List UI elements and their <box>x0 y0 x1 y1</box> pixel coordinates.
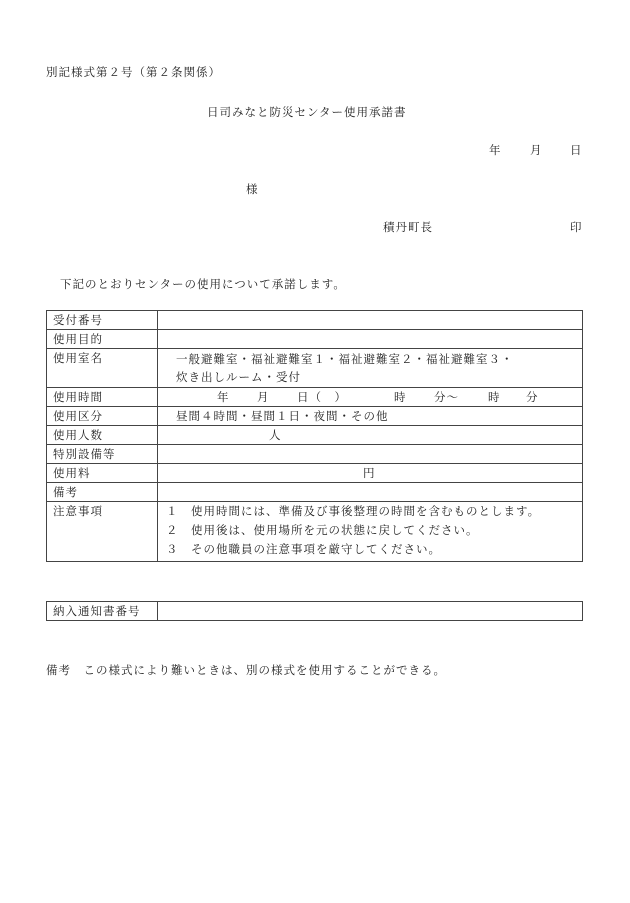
table-row <box>47 388 583 407</box>
date-month: 月 <box>530 143 543 157</box>
table-row <box>47 426 583 445</box>
table-row <box>47 483 583 502</box>
time-day: 日（ ） <box>297 390 347 404</box>
table-row <box>47 464 583 483</box>
usage-category: 昼間４時間・昼間１日・夜間・その他 <box>158 407 583 426</box>
row-label: 受付番号 <box>47 311 158 330</box>
table-row <box>47 445 583 464</box>
time-start-hour: 時 <box>394 390 407 404</box>
date-year: 年 <box>489 143 502 157</box>
row-label: 特別設備等 <box>47 445 158 464</box>
note-item: １ 使用時間には、準備及び事後整理の時間を含むものとします。 <box>166 504 541 518</box>
row-label: 注意事項 <box>47 502 158 562</box>
issuer-name: 積丹町長 <box>383 220 433 234</box>
form-number: 別記様式第２号（第２条関係） <box>46 65 221 79</box>
table-row <box>47 311 583 330</box>
attendee-count-field[interactable]: 人 <box>158 426 583 445</box>
special-equipment-field[interactable] <box>158 445 583 464</box>
row-label: 使用室名 <box>47 349 158 388</box>
document-title: 日司みなと防災センター使用承諾書 <box>207 105 407 119</box>
addressee-suffix: 様 <box>246 182 259 196</box>
room-options-line: 炊き出しルーム・受付 <box>176 370 301 384</box>
table-row <box>47 502 583 562</box>
note-item: ３ その他職員の注意事項を厳守してください。 <box>166 542 441 556</box>
usage-time-field[interactable] <box>158 388 583 407</box>
row-label: 使用目的 <box>47 330 158 349</box>
purpose-field[interactable] <box>158 330 583 349</box>
approval-table <box>46 310 583 562</box>
table-row <box>47 330 583 349</box>
notes-list <box>158 502 583 562</box>
time-end-minute: 分 <box>526 390 539 404</box>
date-day: 日 <box>570 143 583 157</box>
time-end-hour: 時 <box>488 390 501 404</box>
row-label: 使用料 <box>47 464 158 483</box>
row-label: 使用区分 <box>47 407 158 426</box>
payment-notice-number-field[interactable] <box>158 602 583 621</box>
note-item: ２ 使用後は、使用場所を元の状態に戻してください。 <box>166 523 479 537</box>
payment-notice-table <box>46 601 583 621</box>
room-options-line: 一般避難室・福祉避難室１・福祉避難室２・福祉避難室３・ <box>176 352 514 366</box>
time-start-minute: 分～ <box>434 390 459 404</box>
remark-note: 備考 この様式により難いときは、別の様式を使用することができる。 <box>46 663 446 677</box>
table-row <box>47 407 583 426</box>
remarks-field[interactable] <box>158 483 583 502</box>
seal-mark: 印 <box>570 220 583 234</box>
row-label: 備考 <box>47 483 158 502</box>
row-label: 使用人数 <box>47 426 158 445</box>
usage-fee-field[interactable]: 円 <box>158 464 583 483</box>
payment-notice-label: 納入通知書番号 <box>47 602 158 621</box>
time-year: 年 <box>217 390 230 404</box>
room-options <box>158 349 583 388</box>
table-row <box>47 602 583 621</box>
reception-number-field[interactable] <box>158 311 583 330</box>
time-month: 月 <box>257 390 270 404</box>
intro-text: 下記のとおりセンターの使用について承諾します。 <box>60 277 346 291</box>
row-label: 使用時間 <box>47 388 158 407</box>
table-row <box>47 349 583 388</box>
